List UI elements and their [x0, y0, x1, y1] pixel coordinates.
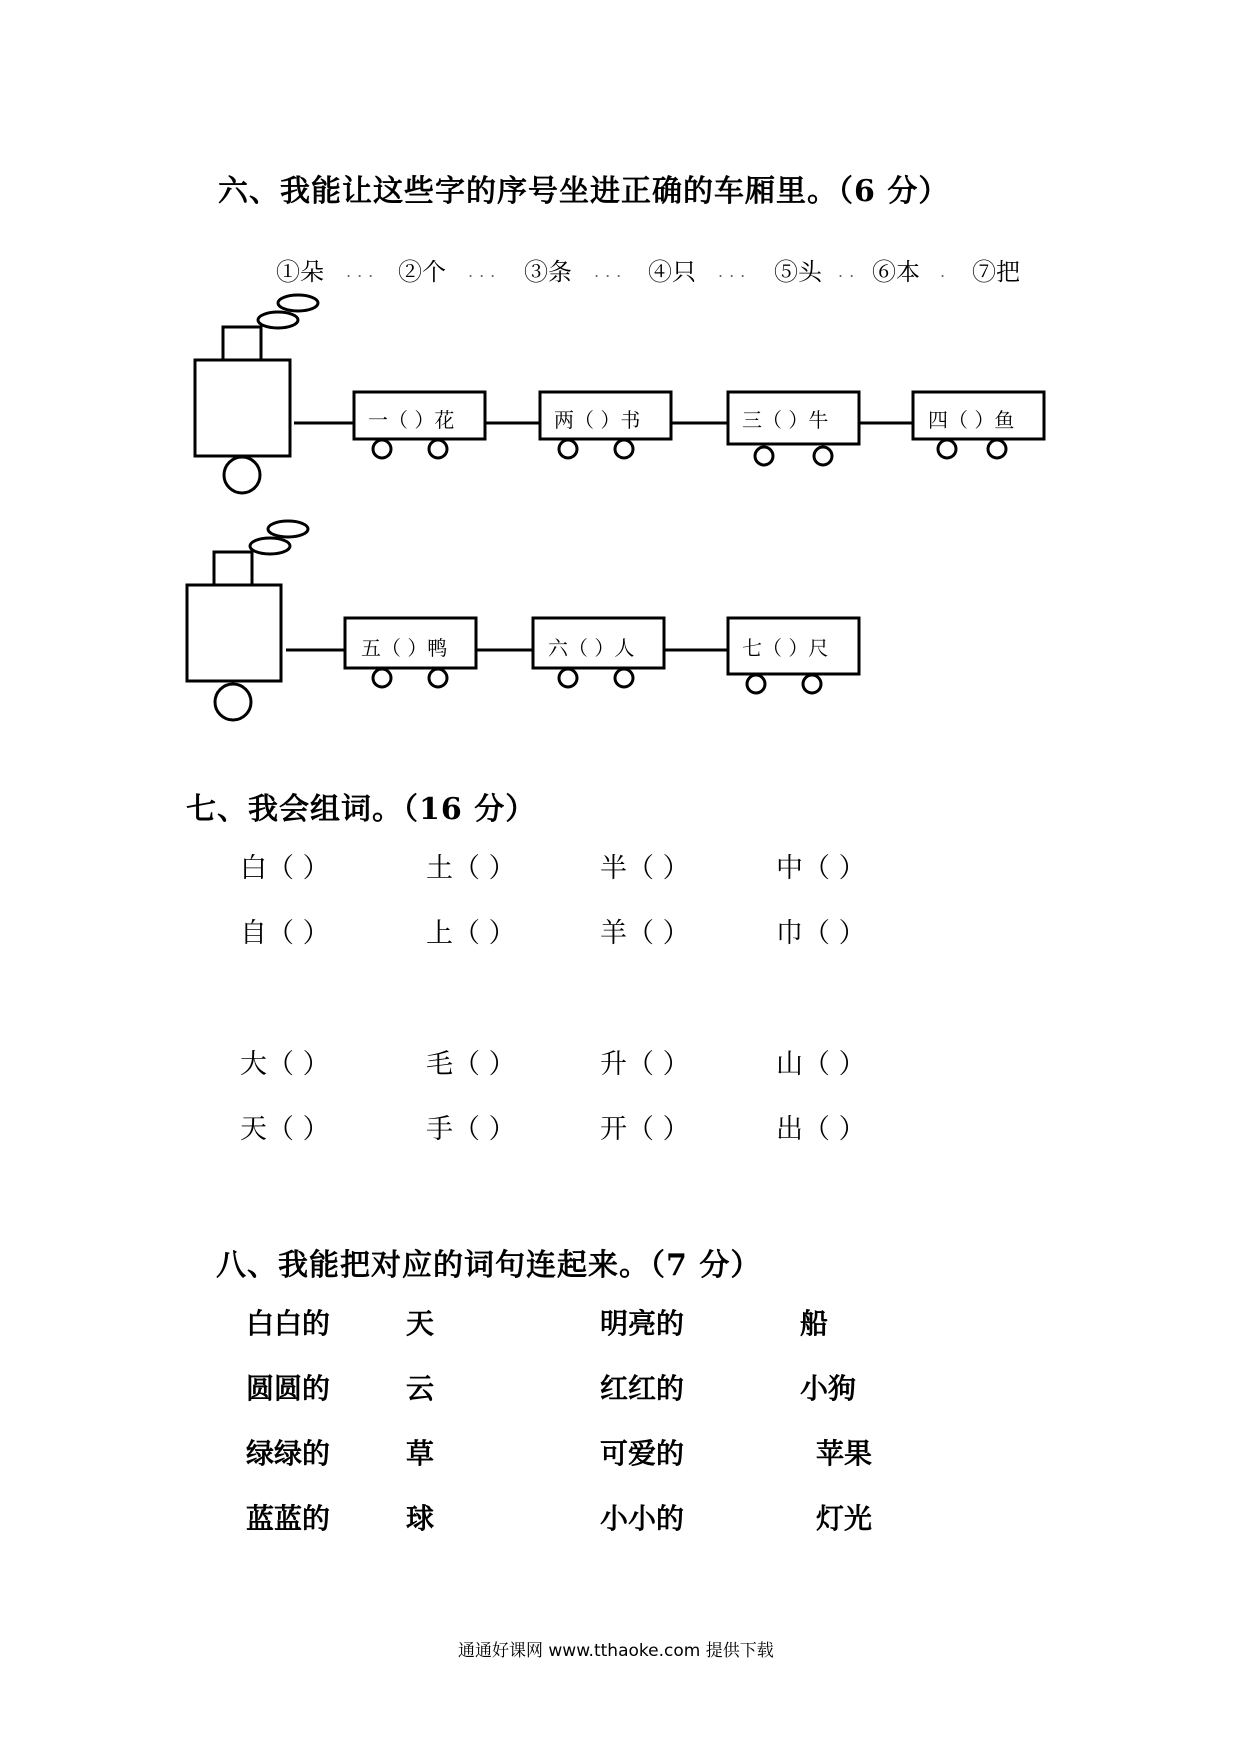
option-6: ⑥本 [872, 258, 920, 286]
car-label: 四（ ）鱼 [928, 408, 1015, 432]
match-noun: 天 [406, 1307, 435, 1340]
car-label: 三（ ）牛 [742, 408, 829, 432]
dots-separator: . [940, 262, 952, 281]
car-label: 两（ ）书 [554, 408, 641, 432]
car-wheel-icon [803, 675, 821, 693]
match-noun: 苹果 [816, 1437, 873, 1470]
word-blank: 出（ ） [776, 1114, 866, 1145]
match-adjective: 小小的 [600, 1502, 685, 1535]
word-blank: 开（ ） [600, 1114, 690, 1145]
car-wheel-icon [429, 669, 447, 687]
match-noun: 灯光 [816, 1502, 873, 1535]
option-4: ④只 [648, 258, 696, 286]
match-noun: 球 [406, 1502, 435, 1535]
word-blank: 土（ ） [426, 853, 516, 884]
locomotive-chimney [214, 552, 252, 585]
match-adjective: 蓝蓝的 [246, 1502, 331, 1535]
option-3: ③条 [524, 258, 572, 286]
car-label: 一（ ）花 [368, 408, 455, 432]
dots-separator: ... [718, 262, 752, 281]
word-blank: 升（ ） [600, 1049, 690, 1080]
option-5: ⑤头 [774, 258, 822, 286]
word-blank: 大（ ） [240, 1049, 330, 1080]
word-blank: 羊（ ） [600, 918, 690, 949]
option-1: ①朵 [276, 258, 324, 286]
smoke-puff-icon [250, 538, 290, 554]
match-adjective: 圆圆的 [246, 1372, 331, 1405]
car-wheel-icon [559, 669, 577, 687]
option-7: ⑦把 [972, 258, 1020, 286]
locomotive-body [187, 585, 281, 681]
option-2: ②个 [398, 258, 446, 286]
match-adjective: 绿绿的 [246, 1437, 331, 1470]
match-noun: 草 [406, 1437, 435, 1470]
match-adjective: 红红的 [600, 1372, 685, 1405]
car-label: 七（ ）尺 [742, 636, 829, 660]
locomotive-wheel-icon [215, 684, 251, 720]
match-noun: 小狗 [800, 1372, 857, 1405]
car-wheel-icon [747, 675, 765, 693]
section-8-heading: 八、我能把对应的词句连起来。（7 分） [216, 1248, 762, 1283]
dots-separator: ... [346, 262, 380, 281]
footer-credit: 通通好课网 www.tthaoke.com 提供下载 [458, 1641, 774, 1661]
car-wheel-icon [615, 669, 633, 687]
word-blank: 巾（ ） [776, 918, 866, 949]
word-blank: 中（ ） [776, 853, 866, 884]
match-adjective: 明亮的 [600, 1307, 685, 1340]
word-blank: 自（ ） [240, 918, 330, 949]
section-7-heading: 七、我会组词。（16 分） [186, 792, 537, 827]
word-blank: 白（ ） [240, 853, 330, 884]
dots-separator: .. [838, 262, 861, 281]
car-label: 五（ ）鸭 [361, 636, 448, 660]
match-noun: 云 [406, 1372, 435, 1405]
car-label: 六（ ）人 [548, 636, 635, 660]
section-6-heading: 六、我能让这些字的序号坐进正确的车厢里。（6 分） [218, 174, 950, 209]
smoke-puff-icon [268, 521, 308, 537]
car-wheel-icon [373, 669, 391, 687]
dots-separator: ... [468, 262, 502, 281]
word-blank: 手（ ） [426, 1114, 516, 1145]
match-noun: 船 [800, 1307, 829, 1340]
word-blank: 天（ ） [240, 1114, 330, 1145]
word-blank: 毛（ ） [426, 1049, 516, 1080]
match-adjective: 可爱的 [600, 1437, 685, 1470]
match-adjective: 白白的 [246, 1307, 331, 1340]
word-blank: 上（ ） [426, 918, 516, 949]
word-blank: 半（ ） [600, 853, 690, 884]
word-blank: 山（ ） [776, 1049, 866, 1080]
dots-separator: ... [594, 262, 628, 281]
